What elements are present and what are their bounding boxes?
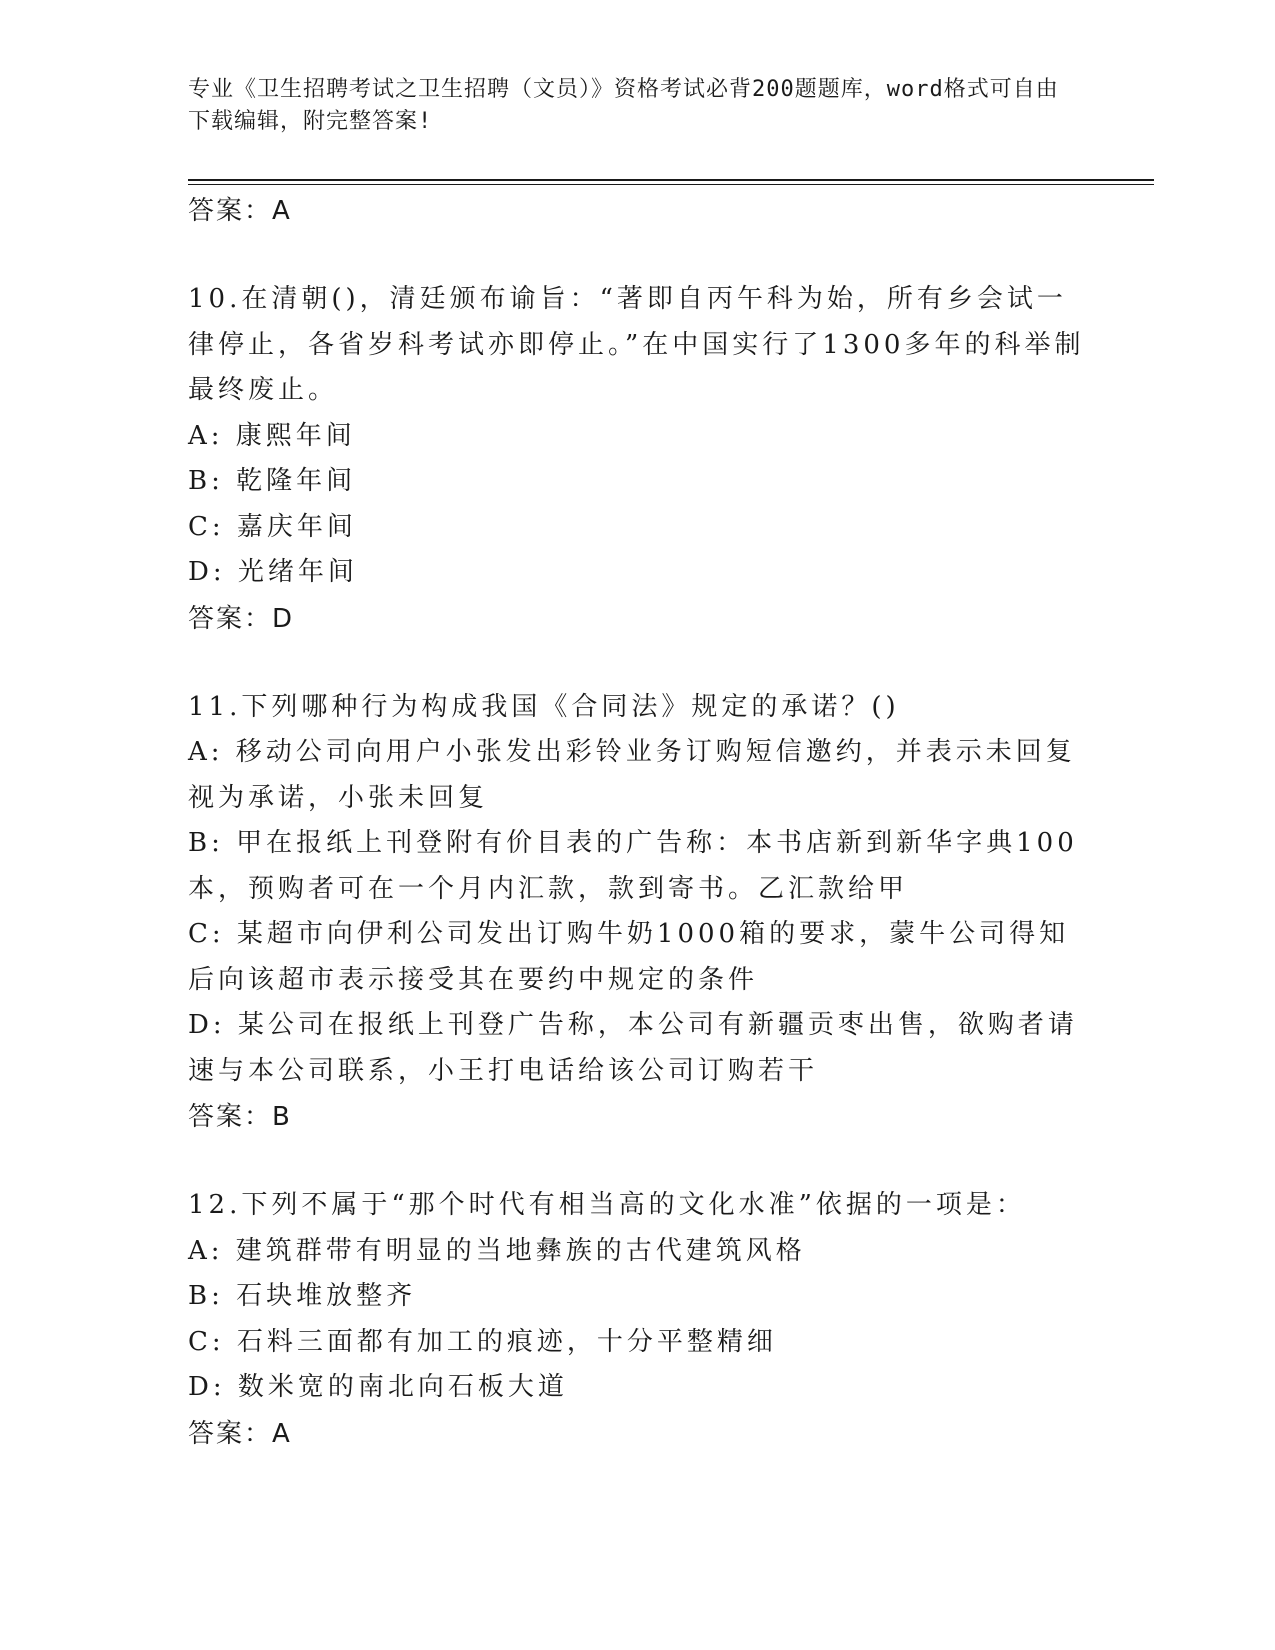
answer: 答案：D: [188, 603, 295, 634]
answer: 答案：B: [188, 1102, 292, 1132]
header-rule-thick: [188, 179, 1154, 181]
question-stem: 12.下列不属于“那个时代有相当高的文化水准”依据的一项是：: [188, 1190, 1026, 1220]
question-11: [188, 685, 1088, 1141]
option-b: B: 石块堆放整齐: [188, 1281, 417, 1311]
option-c: C: 嘉庆年间: [188, 511, 357, 542]
option-c: C: 石料三面都有加工的痕迹，十分平整精细: [188, 1326, 777, 1357]
answer: 答案：A: [188, 1418, 292, 1449]
option-b: B: 乾隆年间: [188, 466, 357, 496]
question-10: [188, 277, 1088, 642]
option-a: A: 康熙年间: [188, 420, 356, 451]
option-a: A: 移动公司向用户小张发出彩铃业务订购短信邀约，并表示未回复视为承诺，小张未回复: [188, 737, 1076, 813]
previous-answer: 答案：A: [188, 196, 292, 226]
option-d: D: 光绪年间: [188, 557, 358, 587]
question-stem: 10.在清朝()，清廷颁布谕旨：“著即自丙午科为始，所有乡会试一律停止，各省岁科考试亦即停止。”在中国实行了1300多年的科举制最终废止。: [188, 284, 1085, 405]
option-a: A: 建筑群带有明显的当地彝族的古代建筑风格: [188, 1235, 806, 1266]
question-stem: 11.下列哪种行为构成我国《合同法》规定的承诺？(): [188, 691, 900, 722]
header-rule-thin: [188, 184, 1154, 185]
option-c: C: 某超市向伊利公司发出订购牛奶1000箱的要求，蒙牛公司得知后向该超市表示接受其在要约中规定的条件: [188, 919, 1070, 995]
document-header: 专业《卫生招聘考试之卫生招聘（文员）》资格考试必背200题题库，word格式可自由下载编辑，附完整答案!: [188, 77, 1059, 134]
option-d: D: 数米宽的南北向石板大道: [188, 1372, 568, 1402]
option-d: D: 某公司在报纸上刊登广告称，本公司有新疆贡枣出售，欲购者请速与本公司联系，小王打电话给该公司订购若干: [188, 1010, 1078, 1086]
question-12: [188, 1183, 1088, 1457]
question-list: [188, 188, 1088, 1457]
option-b: B: 甲在报纸上刊登附有价目表的广告称：本书店新到新华字典100本，预购者可在一个月内汇款，款到寄书。乙汇款给甲: [188, 828, 1078, 904]
